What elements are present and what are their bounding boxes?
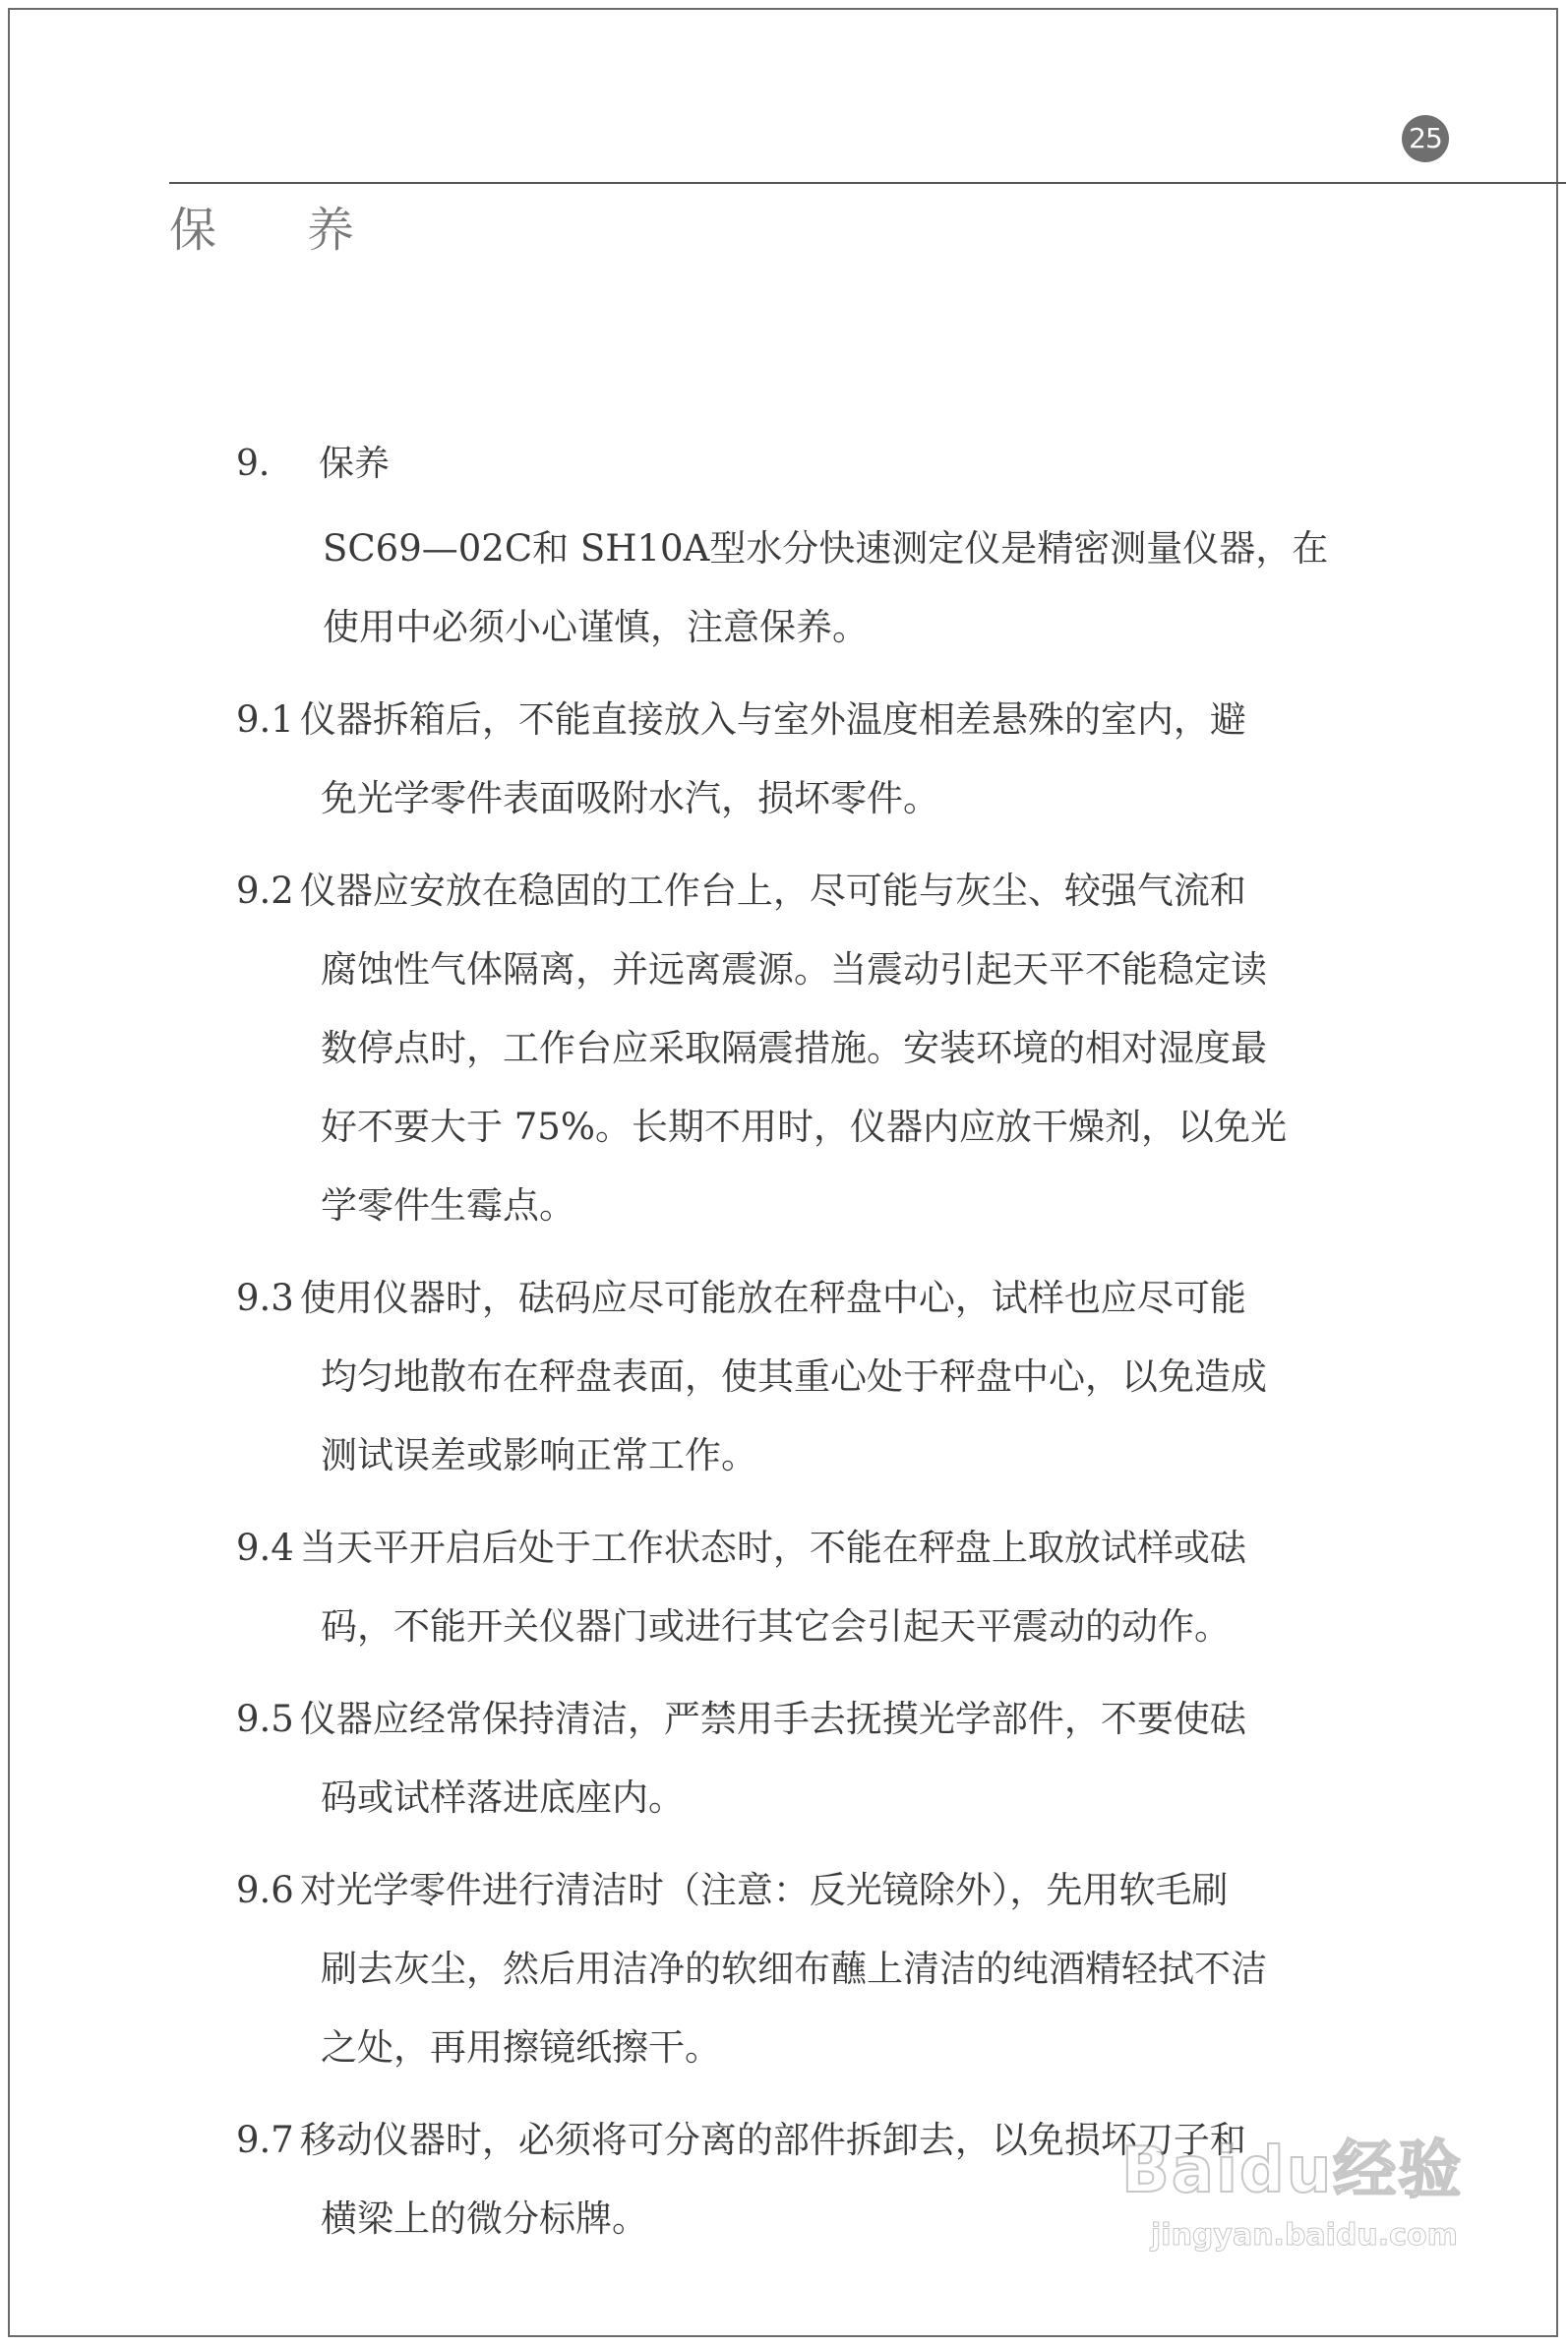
section-number: 9. — [236, 444, 271, 484]
maintenance-item — [236, 1851, 1357, 2087]
item-first-line — [236, 1851, 1357, 1930]
intro-line: 使用中必须小心谨慎，注意保养。 — [323, 606, 869, 648]
intro-line: SC69—02C和 SH10A型水分快速测定仪是精密测量仪器，在 — [323, 527, 1329, 570]
item-text: 横梁上的微分标牌。 — [321, 2197, 648, 2240]
item-text: 仪器应安放在稳固的工作台上，尽可能与灰尘、较强气流和 — [299, 870, 1246, 912]
item-number: 9.5 — [236, 1698, 294, 1740]
item-continuation-line — [236, 759, 1357, 838]
item-text: 数停点时，工作台应采取隔震措施。安装环境的相对湿度最 — [321, 1027, 1267, 1069]
section-intro — [236, 510, 1357, 667]
item-text: 均匀地散布在秤盘表面，使其重心处于秤盘中心，以免造成 — [321, 1355, 1267, 1398]
item-continuation-line — [236, 931, 1357, 1009]
item-text: 使用仪器时，砝码应尽可能放在秤盘中心，试样也应尽可能 — [299, 1277, 1246, 1319]
watermark-url: jingyan.baidu.com — [1151, 2218, 1458, 2253]
item-number: 9.3 — [236, 1277, 294, 1319]
item-first-line — [236, 1259, 1357, 1338]
item-text: 学零件生霉点。 — [321, 1184, 575, 1227]
item-text: 免光学零件表面吸附水汽，损坏零件。 — [321, 777, 939, 819]
item-continuation-line — [236, 2009, 1357, 2087]
item-continuation-line — [236, 1759, 1357, 1837]
maintenance-items-list — [236, 681, 1357, 2258]
item-continuation-line — [236, 1088, 1357, 1167]
section-heading — [236, 433, 1357, 496]
item-continuation-line — [236, 1930, 1357, 2009]
running-section-title: 保养 — [169, 203, 446, 258]
maintenance-item — [236, 1680, 1357, 1837]
item-text: 测试误差或影响正常工作。 — [321, 1434, 757, 1476]
item-number: 9.4 — [236, 1527, 294, 1569]
item-text: 码或试样落进底座内。 — [321, 1776, 685, 1819]
item-first-line — [236, 852, 1357, 931]
item-text: 刷去灰尘，然后用洁净的软细布蘸上清洁的纯酒精轻拭不洁 — [321, 1948, 1267, 1990]
page-number-badge: 25 — [1402, 115, 1449, 162]
document-body — [236, 433, 1357, 2258]
item-first-line — [236, 1509, 1357, 1588]
item-number: 9.2 — [236, 870, 294, 912]
item-text: 腐蚀性气体隔离，并远离震源。当震动引起天平不能稳定读 — [321, 948, 1267, 991]
maintenance-item — [236, 681, 1357, 838]
watermark-brand: Baidu经验 — [1121, 2135, 1464, 2207]
item-text: 之处，再用擦镜纸擦干。 — [321, 2026, 721, 2069]
item-text: 好不要大于 75%。长期不用时，仪器内应放干燥剂，以免光 — [321, 1106, 1287, 1148]
maintenance-item — [236, 1509, 1357, 1666]
baidu-watermark — [1121, 2110, 1476, 2287]
item-number: 9.1 — [236, 698, 294, 741]
item-text: 仪器拆箱后，不能直接放入与室外温度相差悬殊的室内，避 — [299, 698, 1246, 741]
item-number: 9.7 — [236, 2119, 294, 2161]
item-continuation-line — [236, 1167, 1357, 1245]
item-continuation-line — [236, 1009, 1357, 1088]
item-continuation-line — [236, 1416, 1357, 1495]
item-first-line — [236, 1680, 1357, 1759]
header-rule — [169, 182, 1566, 184]
item-text: 当天平开启后处于工作状态时，不能在秤盘上取放试样或砝 — [299, 1527, 1246, 1569]
item-continuation-line — [236, 1588, 1357, 1666]
maintenance-item — [236, 1259, 1357, 1495]
item-continuation-line — [236, 1338, 1357, 1416]
item-text: 码，不能开关仪器门或进行其它会引起天平震动的动作。 — [321, 1605, 1231, 1648]
item-number: 9.6 — [236, 1869, 294, 1911]
item-text: 移动仪器时，必须将可分离的部件拆卸去，以免损坏刀子和 — [299, 2119, 1246, 2161]
item-text: 对光学零件进行清洁时（注意：反光镜除外），先用软毛刷 — [299, 1869, 1229, 1911]
maintenance-item — [236, 852, 1357, 1245]
item-text: 仪器应经常保持清洁，严禁用手去抚摸光学部件，不要使砝 — [299, 1698, 1246, 1740]
section-heading-title: 保养 — [319, 444, 391, 484]
item-first-line — [236, 681, 1357, 759]
